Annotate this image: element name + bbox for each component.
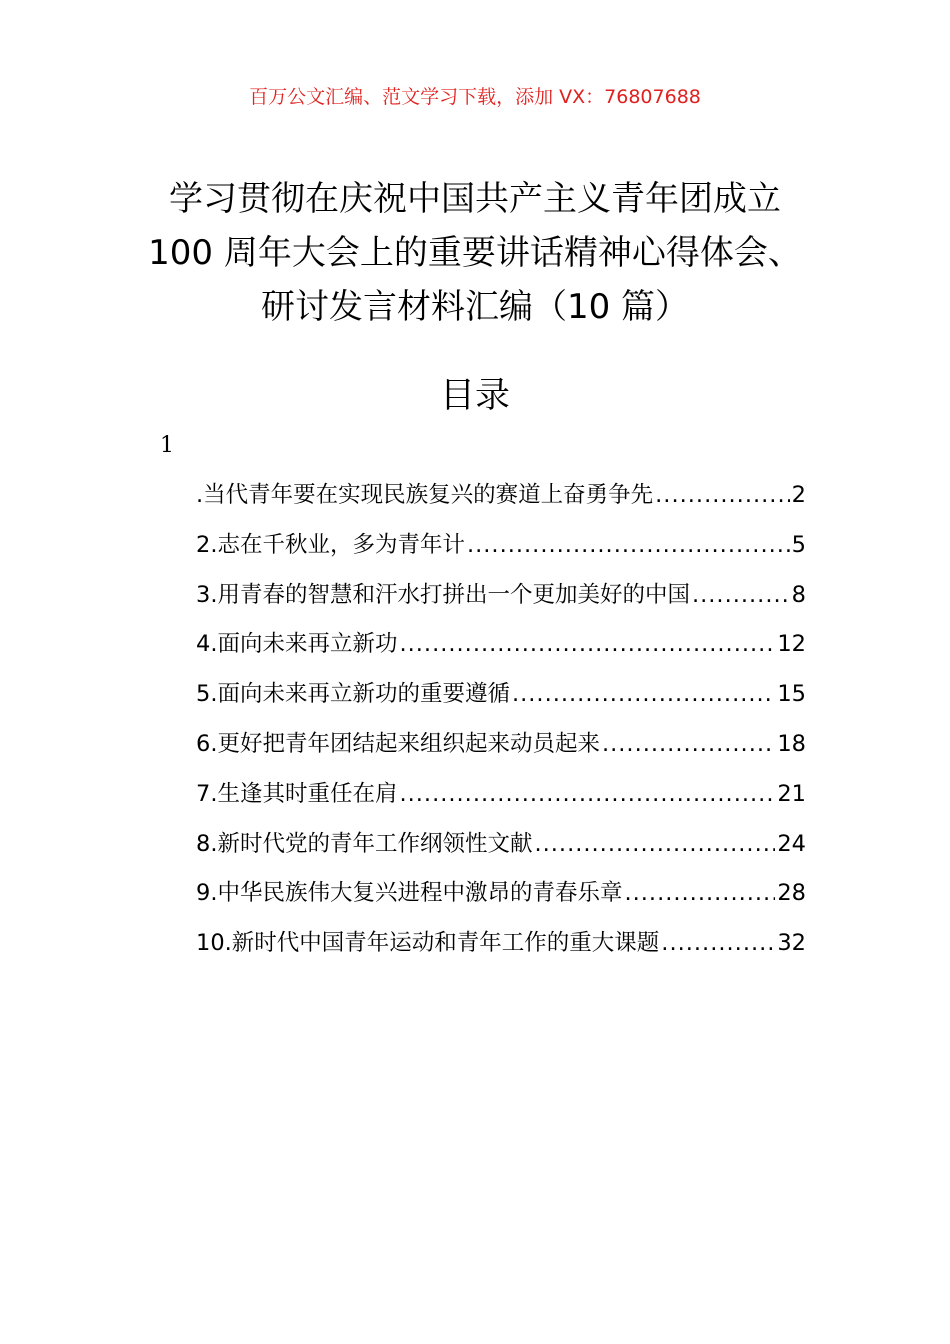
toc-dot-leader	[512, 675, 775, 713]
toc-entry-page: 18	[777, 730, 806, 757]
toc-entry-6[interactable]	[196, 725, 806, 775]
toc-dot-leader	[602, 725, 775, 763]
toc-entry-page: 24	[777, 830, 806, 857]
document-title	[80, 172, 870, 334]
table-of-contents	[196, 476, 806, 974]
title-line-2: 100 周年大会上的重要讲话精神心得体会、	[148, 233, 802, 273]
toc-entry-title: 8.新时代党的青年工作纲领性文献	[196, 830, 533, 857]
header-watermark-note: 百万公文汇编、范文学习下载，添加 VX：76807688	[249, 86, 701, 108]
toc-entry-page: 15	[777, 681, 806, 708]
toc-dot-leader	[661, 924, 775, 962]
toc-entry-2[interactable]	[196, 526, 806, 576]
toc-entry-7[interactable]	[196, 775, 806, 825]
toc-entry-title: 2.志在千秋业，多为青年计	[196, 531, 465, 558]
toc-entry-page: 8	[791, 581, 806, 608]
toc-entry-8[interactable]	[196, 825, 806, 875]
toc-entry-9[interactable]	[196, 874, 806, 924]
toc-dot-leader	[534, 825, 775, 863]
toc-entry-title: 9.中华民族伟大复兴进程中激昂的青春乐章	[196, 880, 623, 907]
toc-entry-title: 4.面向未来再立新功	[196, 631, 398, 658]
toc-entry-title: .当代青年要在实现民族复兴的赛道上奋勇争先	[196, 482, 654, 508]
title-line-1: 学习贯彻在庆祝中国共产主义青年团成立	[169, 179, 781, 219]
title-line-3: 研讨发言材料汇编（10 篇）	[260, 287, 690, 327]
toc-entry-title: 10.新时代中国青年运动和青年工作的重大课题	[196, 930, 660, 957]
toc-entry-title: 7.生逢其时重任在肩	[196, 780, 398, 807]
toc-entry-page: 32	[777, 930, 806, 957]
toc-entry-10[interactable]	[196, 924, 806, 974]
toc-entry-page: 21	[777, 780, 806, 807]
toc-dot-leader	[399, 625, 775, 663]
toc-entry-page: 28	[777, 880, 806, 907]
toc-entry-title: 5.面向未来再立新功的重要遵循	[196, 681, 510, 708]
toc-entry-title: 6.更好把青年团结起来组织起来动员起来	[196, 730, 600, 757]
toc-dot-leader	[467, 526, 790, 564]
toc-heading: 目录	[439, 376, 510, 416]
toc-entry-4[interactable]	[196, 625, 806, 675]
toc-dot-leader	[399, 775, 775, 813]
toc-entry-title: 3.用青春的智慧和汗水打拼出一个更加美好的中国	[196, 581, 690, 608]
toc-dot-leader	[692, 576, 790, 614]
toc-entry-3[interactable]	[196, 576, 806, 626]
toc-entry-page: 12	[777, 631, 806, 658]
toc-entry-page: 5	[791, 531, 806, 558]
toc-entry-5[interactable]	[196, 675, 806, 725]
toc-dot-leader	[655, 476, 790, 514]
toc-dot-leader	[624, 874, 775, 912]
toc-entry-1[interactable]	[196, 476, 806, 526]
toc-entry-page: 2	[791, 482, 806, 508]
toc-stray-number: 1	[160, 433, 174, 458]
